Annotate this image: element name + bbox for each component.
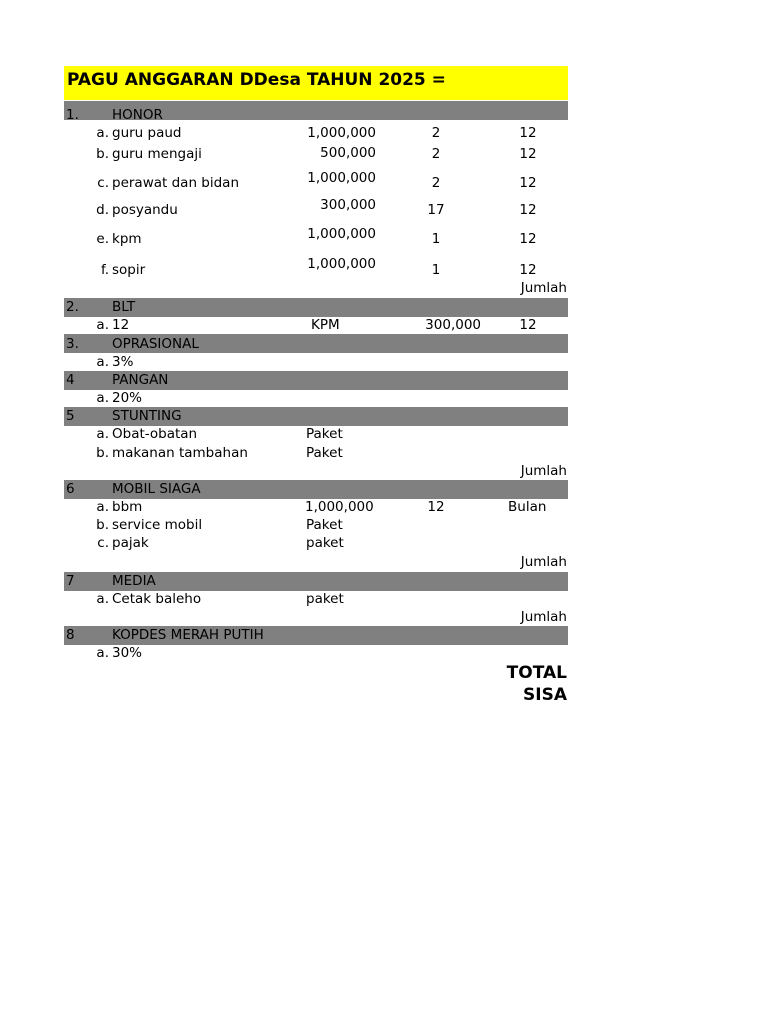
- item-unit: Paket: [306, 517, 343, 533]
- item-months: 12: [519, 125, 537, 141]
- section-number: 1.: [66, 107, 79, 123]
- item-months: 12: [519, 262, 537, 278]
- item-amount: 1,000,000: [307, 170, 376, 186]
- section-number: 7: [66, 573, 75, 589]
- item-qty: 2: [431, 125, 441, 141]
- jumlah-label: Jumlah: [520, 609, 567, 625]
- item-label: 3%: [112, 354, 134, 370]
- item-letter: a.: [96, 645, 109, 661]
- item-label: perawat dan bidan: [112, 175, 240, 191]
- section-number: 6: [66, 481, 75, 497]
- item-letter: b.: [96, 146, 109, 162]
- item-letter: a.: [96, 125, 109, 141]
- jumlah-label: Jumlah: [520, 280, 567, 296]
- item-unit: paket: [306, 591, 344, 607]
- item-letter: f.: [100, 262, 109, 278]
- item-letter: a.: [96, 317, 109, 333]
- item-months: 12: [519, 317, 537, 333]
- item-months: 12: [519, 175, 537, 191]
- item-letter: a.: [96, 354, 109, 370]
- section-bar-blt: [64, 298, 568, 317]
- item-label: service mobil: [112, 517, 203, 533]
- jumlah-label: Jumlah: [520, 463, 567, 479]
- section-title: PANGAN: [112, 372, 169, 388]
- item-letter: c.: [97, 175, 109, 191]
- item-qty: 12: [427, 499, 445, 515]
- item-label: sopir: [112, 262, 146, 278]
- section-title: HONOR: [112, 107, 163, 123]
- item-label: makanan tambahan: [112, 445, 248, 461]
- item-letter: b.: [96, 445, 109, 461]
- section-title: STUNTING: [112, 408, 182, 424]
- item-label: bbm: [112, 499, 143, 515]
- item-amount: 1,000,000: [305, 499, 374, 515]
- item-amount: 1,000,000: [307, 125, 376, 141]
- item-amount: 1,000,000: [307, 226, 376, 242]
- section-title: MEDIA: [112, 573, 156, 589]
- item-label: 20%: [112, 390, 143, 406]
- item-qty: 2: [431, 175, 441, 191]
- item-months: 12: [519, 146, 537, 162]
- item-label: posyandu: [112, 202, 178, 218]
- jumlah-label: Jumlah: [520, 554, 567, 570]
- item-letter: d.: [96, 202, 109, 218]
- item-qty: 2: [431, 146, 441, 162]
- item-unit: KPM: [311, 317, 340, 333]
- item-letter: a.: [96, 426, 109, 442]
- item-letter: a.: [96, 390, 109, 406]
- item-amount: 300,000: [425, 317, 481, 333]
- item-amount: 300,000: [320, 197, 376, 213]
- item-unit: paket: [306, 535, 344, 551]
- item-qty: 1: [431, 231, 441, 247]
- item-label: 30%: [112, 645, 143, 661]
- item-months: 12: [519, 202, 537, 218]
- item-letter: a.: [96, 499, 109, 515]
- item-label: guru paud: [112, 125, 182, 141]
- item-letter: a.: [96, 591, 109, 607]
- section-title: MOBIL SIAGA: [112, 481, 201, 497]
- item-letter: e.: [96, 231, 109, 247]
- total-label: TOTAL: [506, 663, 567, 683]
- item-qty: 1: [431, 262, 441, 278]
- item-label: Cetak baleho: [112, 591, 202, 607]
- section-number: 3.: [66, 336, 79, 352]
- item-months: 12: [519, 231, 537, 247]
- page-title: PAGU ANGGARAN DDesa TAHUN 2025 =: [67, 70, 446, 90]
- section-number: 4: [66, 372, 75, 388]
- section-title: BLT: [112, 299, 136, 315]
- item-unit: Bulan: [508, 499, 547, 515]
- item-amount: 1,000,000: [307, 256, 376, 272]
- item-unit: Paket: [306, 445, 343, 461]
- item-label: pajak: [112, 535, 149, 551]
- item-label: Obat-obatan: [112, 426, 198, 442]
- section-number: 5: [66, 408, 75, 424]
- item-label: guru mengaji: [112, 146, 202, 162]
- section-title: KOPDES MERAH PUTIH: [112, 627, 264, 643]
- section-number: 8: [66, 627, 75, 643]
- item-amount: 500,000: [320, 145, 376, 161]
- item-qty: 17: [427, 202, 445, 218]
- item-letter: b.: [96, 517, 109, 533]
- section-title: OPRASIONAL: [112, 336, 199, 352]
- item-letter: c.: [97, 535, 109, 551]
- item-unit: Paket: [306, 426, 343, 442]
- sisa-label: SISA: [523, 685, 567, 705]
- item-label: kpm: [112, 231, 142, 247]
- item-label: 12: [112, 317, 130, 333]
- section-number: 2.: [66, 299, 79, 315]
